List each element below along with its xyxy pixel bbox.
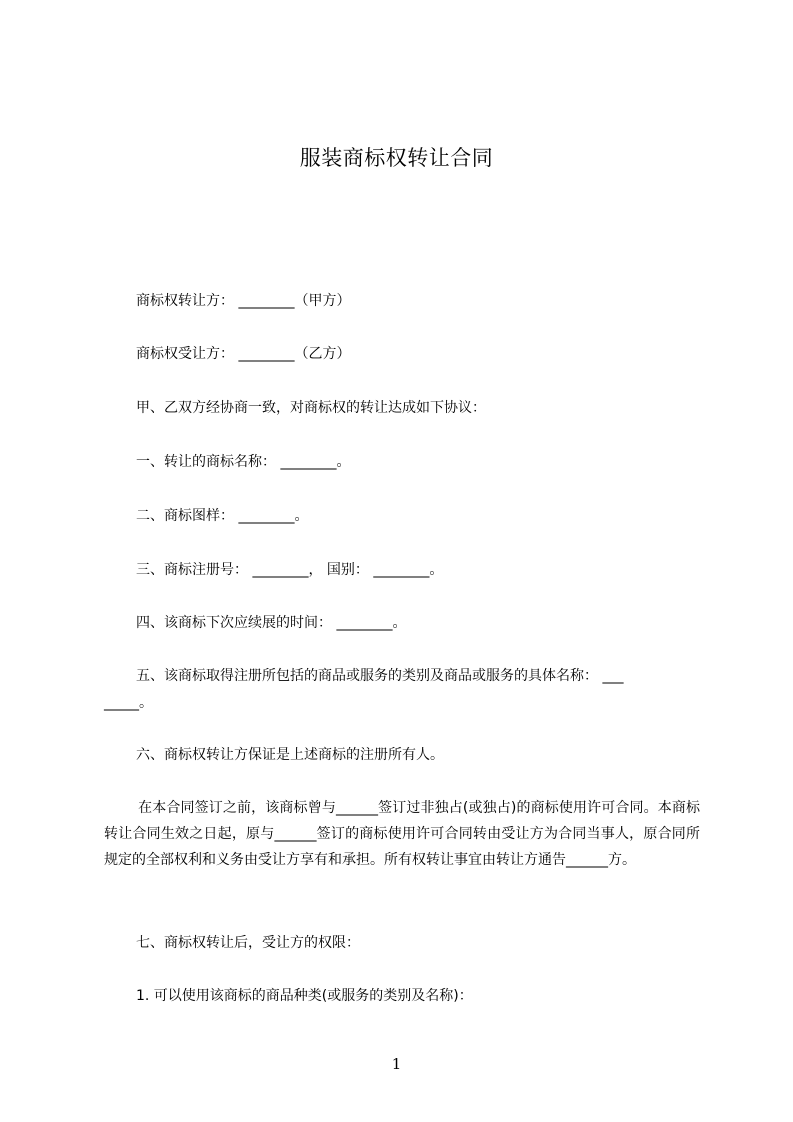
clause-5-line-2: _____。 — [104, 695, 153, 711]
clause-3: 三、商标注册号： ________， 国别： ________。 — [136, 562, 444, 578]
page-number: 1 — [391, 1055, 402, 1073]
intro-line: 甲、乙双方经协商一致，对商标权的转让达成如下协议： — [136, 400, 486, 416]
clause-6: 六、商标权转让方保证是上述商标的注册所有人。 — [136, 747, 444, 763]
clause-2: 二、商标图样： ________。 — [136, 508, 309, 524]
license-paragraph — [104, 795, 700, 873]
document-title: 服装商标权转让合同 — [299, 146, 494, 170]
transferor-line: 商标权转让方： ________（甲方） — [136, 293, 351, 309]
clause-5-line-1: 五、该商标取得注册所包括的商品或服务的类别及商品或服务的具体名称： ___ — [136, 668, 624, 684]
clause-4: 四、该商标下次应续展的时间： ________。 — [136, 615, 407, 631]
clause-1: 一、转让的商标名称： ________。 — [136, 454, 351, 470]
transferee-line: 商标权受让方： ________（乙方） — [136, 346, 351, 362]
license-paragraph-text: 在本合同签订之前，该商标曾与______签订过非独占(或独占)的商标使用许可合同。本商标转让合同生效之日起，原与______签订的商标使用许可合同转由受让方为合同当事人，原合同所规定的全部权利和义务由受让方享有和承担。所有权转让事宜由转让方通告______方。 — [104, 800, 700, 868]
clause-7: 七、商标权转让后，受让方的权限： — [136, 935, 360, 951]
clause-7-item-1: 1. 可以使用该商标的商品种类(或服务的类别及名称)： — [136, 988, 473, 1004]
